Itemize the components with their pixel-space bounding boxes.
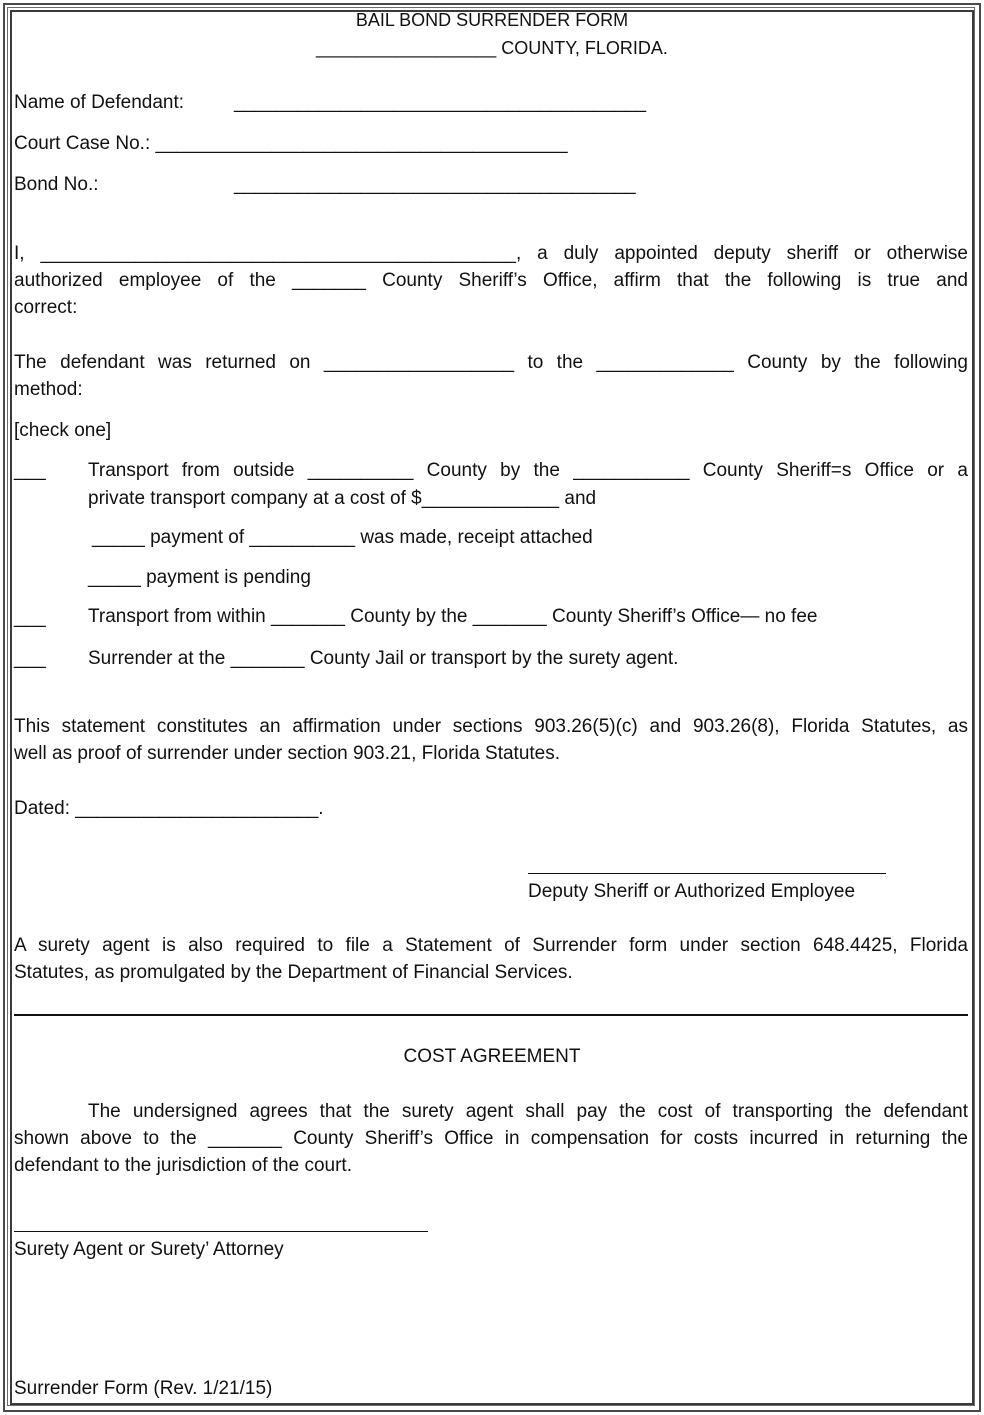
option-outside-checkbox[interactable]: ___: [14, 460, 46, 481]
option-outside-line-2: private transport company at a cost of $_____________ and: [88, 488, 597, 509]
form-title: BAIL BOND SURRENDER FORM: [355, 10, 629, 30]
cost-agreement-title: COST AGREEMENT: [403, 1046, 581, 1067]
affirmation-line-1: I, _____________________________________________, a duly appointed deputy sheriff or otherwise: [14, 243, 968, 264]
payment-pending-line[interactable]: _____ payment is pending: [88, 567, 311, 588]
page-border-inner: [10, 10, 974, 1405]
affirmation-line-2: authorized employee of the _______ County Sheriff’s Office, affirm that the following is true and: [14, 270, 968, 291]
cost-line-2: shown above to the _______ County Sheriff’s Office in compensation for costs incurred in returning the: [14, 1128, 968, 1149]
defendant-label: Name of Defendant:: [14, 92, 185, 113]
statement-line-1: This statement constitutes an affirmation under sections 903.26(5)(c) and 903.26(8), Florida Statutes, as: [14, 716, 968, 737]
option-outside-line-1: Transport from outside __________ County by the ___________ County Sheriff=s Office or a: [88, 460, 968, 481]
option-surrender-text: Surrender at the _______ County Jail or transport by the surety agent.: [88, 648, 679, 669]
dated-field[interactable]: Dated: _______________________.: [14, 798, 324, 819]
surety-signature-label: Surety Agent or Surety’ Attorney: [14, 1239, 284, 1260]
bond-label: Bond No.:: [14, 174, 99, 195]
surety-signature-line[interactable]: [14, 1231, 428, 1232]
form-revision-footer: Surrender Form (Rev. 1/21/15): [14, 1378, 273, 1399]
deputy-signature-line[interactable]: [528, 873, 886, 874]
court-case-field[interactable]: Court Case No.: _______________________________________: [14, 133, 568, 154]
defendant-field[interactable]: _______________________________________: [234, 92, 647, 113]
returned-line-2: method:: [14, 379, 83, 400]
bond-field[interactable]: ______________________________________: [234, 174, 636, 195]
surety-notice-line-1: A surety agent is also required to file a Statement of Surrender form under section 648.4425, Florida: [14, 935, 968, 956]
affirmation-line-3: correct:: [14, 297, 78, 318]
statement-line-2: well as proof of surrender under section 903.21, Florida Statutes.: [14, 743, 561, 764]
option-within-text: Transport from within _______ County by the _______ County Sheriff’s Office— no fee: [88, 606, 818, 627]
section-divider: [14, 1014, 968, 1016]
returned-line-1: The defendant was returned on __________________ to the _____________ County by the following: [14, 352, 968, 373]
county-line: __________________ COUNTY, FLORIDA.: [316, 38, 668, 58]
option-surrender-checkbox[interactable]: ___: [14, 648, 46, 669]
check-one-instruction: [check one]: [14, 420, 112, 441]
cost-line-3: defendant to the jurisdiction of the court.: [14, 1155, 352, 1176]
cost-line-1: The undersigned agrees that the surety agent shall pay the cost of transporting the defendant: [88, 1101, 968, 1122]
payment-made-line[interactable]: _____ payment of __________ was made, receipt attached: [92, 527, 593, 548]
surety-notice-line-2: Statutes, as promulgated by the Department of Financial Services.: [14, 962, 573, 983]
option-within-checkbox[interactable]: ___: [14, 607, 46, 628]
deputy-signature-label: Deputy Sheriff or Authorized Employee: [528, 881, 856, 902]
